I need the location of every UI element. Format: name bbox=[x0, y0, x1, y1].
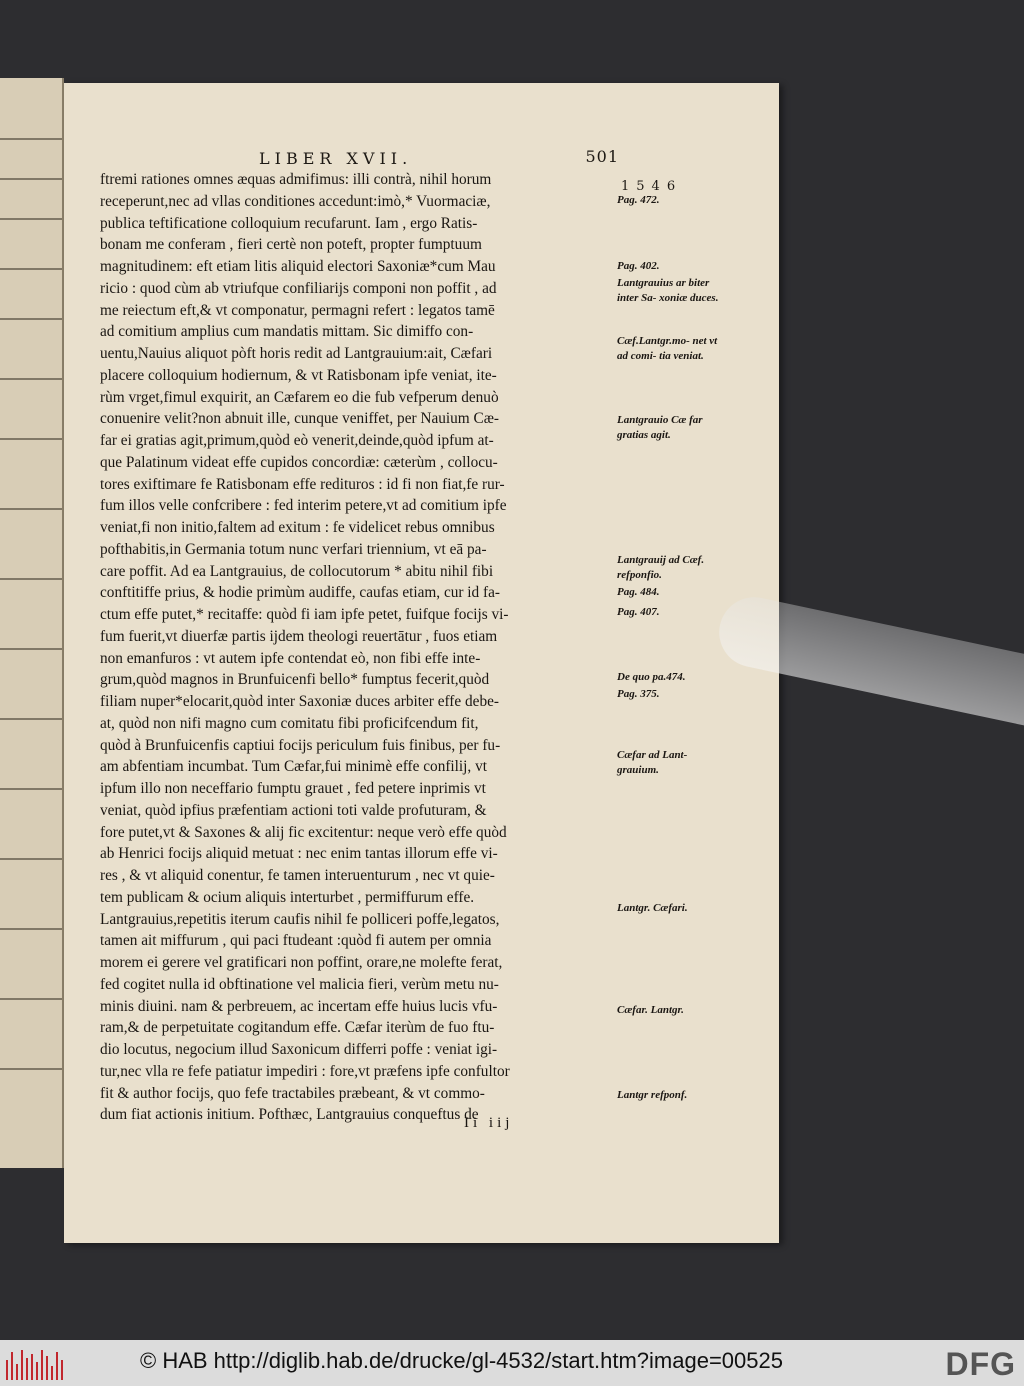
footer-bar bbox=[0, 1340, 1024, 1386]
facing-page-text-line bbox=[0, 268, 64, 270]
text-line: veniat, quòd ipfius præfentiam actioni toti valde profuturam, & bbox=[100, 801, 487, 819]
facing-page-edge bbox=[0, 78, 64, 1168]
hab-logo-icon bbox=[6, 1346, 96, 1380]
text-line: me reiectum eft,& vt componatur, permagni refert : legatos tamē bbox=[100, 301, 495, 319]
facing-page-text-line bbox=[0, 438, 64, 440]
margin-note: Pag. 407. bbox=[617, 606, 660, 618]
text-line: dio locutus, negocium illud Saxonicum differri poffe : veniat igi- bbox=[100, 1041, 498, 1058]
page-number: 501 bbox=[585, 147, 619, 166]
text-line: res , & vt aliquid conentur, fe tamen interuenturum , nec vt quie- bbox=[100, 867, 495, 884]
text-line: minis diuini. nam & perbreuem, ac incertam effe huius lucis vfu- bbox=[100, 997, 498, 1015]
margin-note: Lantgrauio Cæ far gratias agit. bbox=[617, 414, 703, 441]
text-line: fore putet,vt & Saxones & alij fic excitentur: neque verò effe quòd bbox=[100, 823, 507, 841]
main-text-block bbox=[100, 169, 610, 1126]
running-head bbox=[259, 149, 619, 168]
facing-page-text-line bbox=[0, 378, 64, 380]
text-line: grum,quòd magnos in Brunfuicenfi bello* fumptus fecerit,quòd bbox=[100, 671, 490, 689]
text-line: ipfum illo non neceffario fumptu grauet , fed petere inprimis vt bbox=[100, 780, 486, 797]
margin-note: Pag. 402. bbox=[617, 260, 660, 272]
text-line: publica teftificatione colloquium recufarunt. Iam , ergo Ratis- bbox=[100, 214, 478, 232]
facing-page-text-line bbox=[0, 928, 64, 930]
text-line: filiam nuper*elocarit,quòd inter Saxoniæ duces arbiter effe debe- bbox=[100, 693, 499, 710]
margin-note: Pag. 472. bbox=[617, 194, 660, 206]
facing-page-text-line bbox=[0, 1068, 64, 1070]
text-line: que Palatinum videat effe cupidos concordiæ: cæterùm , collocu- bbox=[100, 453, 498, 471]
text-line: fed cogitet nulla id obftinatione vel malicia fieri, verùm metu nu- bbox=[100, 975, 499, 993]
facing-page-text-line bbox=[0, 138, 64, 140]
margin-note: Lantgrauius ar biter inter Sa- xoniæ duces. bbox=[617, 277, 719, 304]
text-line: quòd à Brunfuicenfis captiui focijs periculum fuis finibus, per fu- bbox=[100, 736, 501, 754]
margin-note: Cæfar ad Lant- grauium. bbox=[617, 749, 688, 776]
text-line: rùm vrget,fimul exquirit, an Cæfarem eo die fub vefperum denuò bbox=[100, 388, 499, 406]
text-line: fum illos velle confcribere : fed interim petere,vt ad comitium ipfe bbox=[100, 497, 507, 515]
facing-page-text-line bbox=[0, 718, 64, 720]
text-line: far ei gratias agit,primum,quòd eò venerit,deinde,quòd ipfum at- bbox=[100, 432, 494, 449]
text-line: veniat,fi non initio,faltem ad exitum : fe videlicet rebus omnibus bbox=[100, 519, 495, 536]
text-line: dum fiat actionis initium. Pofthæc, Lantgrauius conqueftus de bbox=[100, 1106, 479, 1124]
text-line: receperunt,nec ad vllas conditiones accedunt:imò,* Vuormaciæ, bbox=[100, 192, 491, 210]
text-line: bonam me conferam , fieri certè non poteft, propter fumptuum bbox=[100, 236, 482, 254]
running-head-title: LIBER XVII. bbox=[259, 149, 413, 168]
book-page bbox=[64, 83, 779, 1243]
facing-page-text-line bbox=[0, 318, 64, 320]
margin-note: Cæf.Lantgr.mo- net vt ad comi- tia veniat. bbox=[617, 335, 718, 362]
facing-page-text-line bbox=[0, 648, 64, 650]
margin-note: Cæfar. Lantgr. bbox=[617, 1004, 684, 1016]
facing-page-text-line bbox=[0, 508, 64, 510]
year-marginal: 1546 bbox=[621, 179, 683, 194]
text-line: magnitudinem: eft etiam litis aliquid electori Saxoniæ*cum Mau bbox=[100, 258, 496, 275]
text-line: ad comitium amplius cum mandatis mittam. Sic dimiffo con- bbox=[100, 323, 474, 341]
facing-page-text-line bbox=[0, 218, 64, 220]
text-line: uentu,Nauius aliquot pòft horis redit ad Lantgrauium:ait, Cæfari bbox=[100, 345, 493, 362]
facing-page-text-line bbox=[0, 788, 64, 790]
text-line: non emanfuros : vt autem ipfe contendat eò, non fibi effe inte- bbox=[100, 649, 481, 667]
text-line: ctum effe putet,* recitaffe: quòd fi iam ipfe petet, fuifque focijs vi- bbox=[100, 606, 509, 623]
text-line: tur,nec vlla re fefe patiatur impediri : fore,vt præfens ipfe confultor bbox=[100, 1062, 510, 1080]
margin-note: Lantgrauij ad Cæf. refponfio. bbox=[617, 554, 705, 581]
text-line: conftitiffe prius, & hodie primùm audiffe, caufas etiam, cur id fa- bbox=[100, 584, 500, 602]
text-line: pofthabitis,in Germania totum nunc verfari triennium, vt eā pa- bbox=[100, 540, 487, 558]
text-line: fit & author focijs, quo fefe tractabiles præbeant, & vt commo- bbox=[100, 1084, 485, 1102]
text-line: ftremi rationes omnes æquas admifimus: illi contrà, nihil horum bbox=[100, 171, 492, 188]
text-line: tamen ait miffurum , qui paci ftudeant :quòd fi autem per omnia bbox=[100, 932, 492, 950]
text-line: Lantgrauius,repetitis iterum caufis nihil fe polliceri poffe,legatos, bbox=[100, 910, 500, 928]
facing-page-text-line bbox=[0, 178, 64, 180]
text-line: ab Henrici focijs aliquid metuat : nec enim tantas illorum effe vi- bbox=[100, 845, 498, 863]
text-line: tores exiftimare fe Ratisbonam effe redituros : id fi non fiat,fe rur- bbox=[100, 475, 505, 493]
text-line: fum fuerit,vt diuerfæ partis ijdem theologi reuertātur , fuos etiam bbox=[100, 627, 498, 645]
margin-note: Pag. 484. bbox=[617, 586, 660, 598]
margin-note: De quo pa.474. bbox=[617, 671, 686, 683]
facing-page-text-line bbox=[0, 578, 64, 580]
facing-page-text-line bbox=[0, 858, 64, 860]
text-line: ricio : quod cùm ab vtriufque confiliarijs componi non poffit , ad bbox=[100, 279, 497, 297]
text-line: conuenire velit?non abnuit ille, cunque veniffet, per Nauium Cæ- bbox=[100, 410, 500, 428]
margin-note: Lantgr refponf. bbox=[617, 1089, 688, 1101]
text-line: ram,& de perpetuitate cogitandum effe. Cæfar iterùm de fuo ftu- bbox=[100, 1019, 495, 1037]
signature-mark: Ii iij bbox=[464, 1115, 514, 1131]
text-line: care poffit. Ad ea Lantgrauius, de collocutorum * abitu nihil fibi bbox=[100, 562, 494, 580]
text-line: at, quòd non nifi magno cum comitatu fibi proficifcendum fit, bbox=[100, 714, 479, 732]
text-line: morem ei gerere vel gratificari non poffint, orare,ne molefte ferat, bbox=[100, 954, 503, 971]
margin-note: Lantgr. Cæfari. bbox=[617, 902, 688, 914]
text-line: am abfentiam incumbat. Tum Cæfar,fui minimè effe confilij, vt bbox=[100, 758, 487, 776]
text-line: placere colloquium hodiernum, & vt Ratisbonam ipfe veniat, ite- bbox=[100, 366, 497, 384]
copyright-url[interactable]: © HAB http://diglib.hab.de/drucke/gl-4532/start.htm?image=00525 bbox=[140, 1348, 783, 1373]
facing-page-text-line bbox=[0, 998, 64, 1000]
dfg-logo-icon: DFG bbox=[945, 1346, 1016, 1382]
margin-note: Pag. 375. bbox=[617, 688, 660, 700]
text-line: tem publicam & ocium aliquis interturbet , permiffurum effe. bbox=[100, 888, 475, 906]
